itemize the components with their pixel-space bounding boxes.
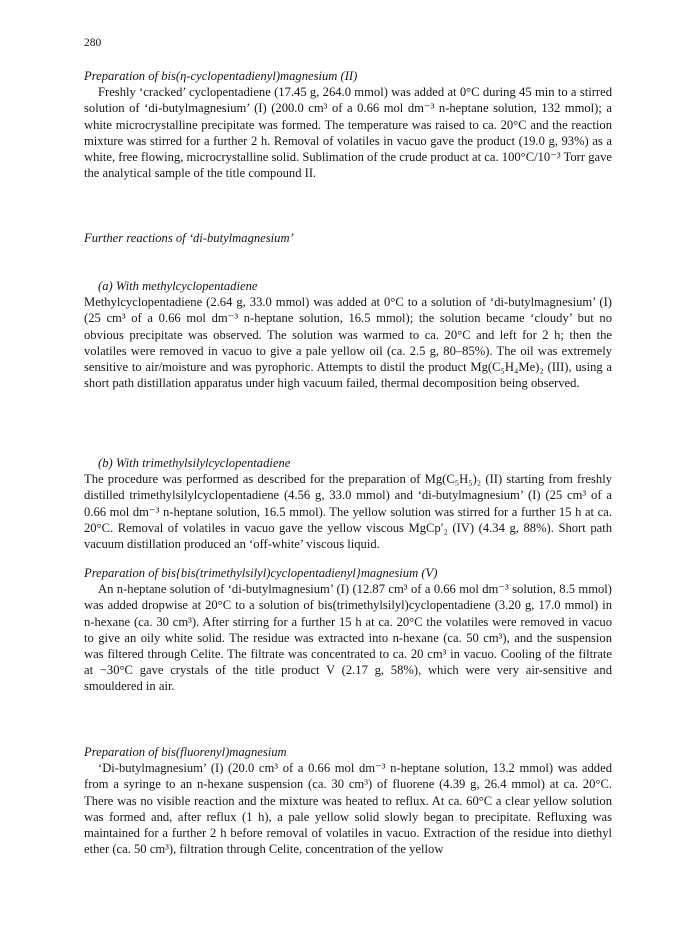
section-further-reactions xyxy=(84,230,612,246)
section-bis-fluorenyl-magnesium xyxy=(84,744,612,857)
page-number: 280 xyxy=(84,37,102,49)
section-body: Methylcyclopentadiene (2.64 g, 33.0 mmol) was added at 0°C to a solution of ‘di-butylmagnesium’ (I) (25 cm³ of a 0.66 mol dm⁻³ n-heptane solution, 16.5 mmol); the solution became ‘cloudy’ but no obvious precipitate was observed. The solution was warmed to ca. 20°C and left for 2 h; then the volatiles were removed in vacuo to give a pale yellow oil (ca. 2.5 g, 80–85%). The oil was extremely sensitive to air/moisture and was pyrophoric. Attempts to distil the product Mg(C₅H₄Me)₂ (III), using a short path distillation apparatus under high vacuum failed, thermal decomposition being observed. xyxy=(84,295,612,391)
section-body: ‘Di-butylmagnesium’ (I) (20.0 cm³ of a 0.66 mol dm⁻³ n-heptane solution, 13.2 mmol) was added from a syringe to an n-hexane suspension (ca. 30 cm³) of fluorene (4.39 g, 26.4 mmol) at ca. 20°C. There was no visible reaction and the mixture was heated to reflux. At ca. 60°C a clear yellow solution was formed and, after reflux (1 h), a pale yellow solid slowly began to precipitate. Refluxing was maintained for a further 2 h before removal of volatiles in vacuo. Extraction of the residue into diethyl ether (ca. 50 cm³), filtration through Celite, concentration of the yellow xyxy=(84,761,612,857)
section-body: Freshly ‘cracked’ cyclopentadiene (17.45 g, 264.0 mmol) was added at 0°C during 45 min to a stirred solution of ‘di-butylmagnesium’ (I) (200.0 cm³ of a 0.66 mol dm⁻³ n-heptane solution, 132 mmol); a white microcrystalline precipitate was formed. The temperature was raised to ca. 20°C and the reaction mixture was stirred for a further 2 h. Removal of volatiles in vacuo gave the product (19.0 g, 93%) as a white, free flowing, microcrystalline solid. Sublimation of the crude product at ca. 100°C/10⁻³ Torr gave the analytical sample of the title compound II. xyxy=(84,85,612,181)
section-heading: Preparation of bis(fluorenyl)magnesium xyxy=(84,745,287,759)
section-body: An n-heptane solution of ‘di-butylmagnesium’ (I) (12.87 cm³ of a 0.66 mol dm⁻³ solution, 8.5 mmol) was added dropwise at 20°C to a solution of bis(trimethylsilyl)cyclopentadiene (3.20 g, 17.0 mmol) in n-hexane (ca. 30 cm³). After stirring for a further 15 h at ca. 20°C the volatiles were removed in vacuo to give an oily white solid. The residue was extracted into n-hexane (ca. 50 cm³), and the suspension was filtered through Celite. The filtrate was concentrated to ca. 20 cm³ in vacuo. Cooling of the filtrate at −30°C gave crystals of the title product V (2.17 g, 58%), which were very air-sensitive and smouldered in air. xyxy=(84,582,612,694)
subsection-heading: (b) With trimethylsilylcyclopentadiene xyxy=(98,456,291,470)
section-bis-trimethylsilyl-cyclopentadienyl-magnesium xyxy=(84,565,612,695)
section-heading: Further reactions of ‘di-butylmagnesium’ xyxy=(84,231,294,245)
section-heading: Preparation of bis(η-cyclopentadienyl)magnesium (II) xyxy=(84,69,358,83)
section-bis-cyclopentadienyl-magnesium xyxy=(84,68,612,181)
subsection-heading: (a) With methylcyclopentadiene xyxy=(98,279,258,293)
section-trimethylsilylcyclopentadiene xyxy=(84,455,612,552)
section-heading: Preparation of bis{bis(trimethylsilyl)cyclopentadienyl}magnesium (V) xyxy=(84,566,438,580)
section-methylcyclopentadiene xyxy=(84,278,612,391)
section-body: The procedure was performed as described for the preparation of Mg(C₅H₅)₂ (II) starting from freshly distilled trimethylsilylcyclopentadiene (4.56 g, 33.0 mmol) and ‘di-butylmagnesium’ (I) (25 cm³ of a 0.66 mol dm⁻³ n-heptane solution, 16.5 mmol). The yellow solution was stirred for a further 15 h at ca. 20°C. Removal of volatiles in vacuo gave the yellow viscous MgCp′₂ (IV) (4.34 g, 88%). Short path vacuum distillation produced an ‘off-white’ viscous liquid. xyxy=(84,472,612,552)
